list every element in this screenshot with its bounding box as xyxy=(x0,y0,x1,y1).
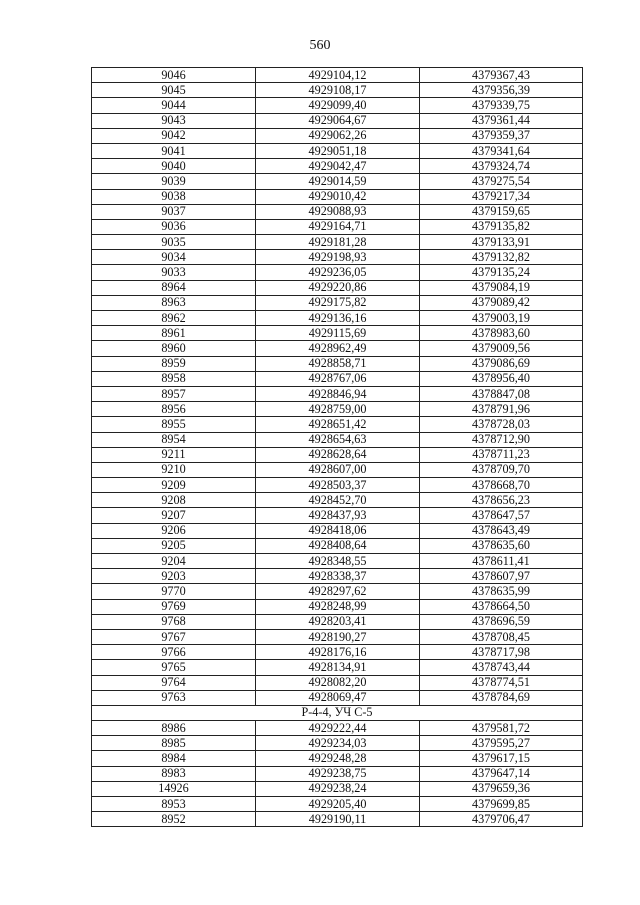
table-row xyxy=(92,797,583,812)
table-row xyxy=(92,478,583,493)
table-row xyxy=(92,371,583,386)
point-number-cell: 8964 xyxy=(92,280,256,295)
table-row xyxy=(92,219,583,234)
x-coordinate-cell: 4928338,37 xyxy=(256,569,420,584)
table-row xyxy=(92,599,583,614)
x-coordinate-cell: 4929064,67 xyxy=(256,113,420,128)
table-row xyxy=(92,554,583,569)
x-coordinate-cell: 4928134,91 xyxy=(256,660,420,675)
page-number: 560 xyxy=(309,38,331,53)
x-coordinate-cell: 4928297,62 xyxy=(256,584,420,599)
table-row xyxy=(92,235,583,250)
point-number-cell: 9046 xyxy=(92,68,256,83)
y-coordinate-cell: 4379003,19 xyxy=(420,311,583,326)
point-number-cell: 9208 xyxy=(92,493,256,508)
point-number-cell: 9769 xyxy=(92,599,256,614)
y-coordinate-cell: 4379367,43 xyxy=(420,68,583,83)
table-row xyxy=(92,645,583,660)
x-coordinate-cell: 4928437,93 xyxy=(256,508,420,523)
y-coordinate-cell: 4378635,99 xyxy=(420,584,583,599)
table-row xyxy=(92,736,583,751)
table-row xyxy=(92,766,583,781)
y-coordinate-cell: 4379339,75 xyxy=(420,98,583,113)
x-coordinate-cell: 4929088,93 xyxy=(256,204,420,219)
table-row xyxy=(92,447,583,462)
y-coordinate-cell: 4378784,69 xyxy=(420,690,583,705)
table-row xyxy=(92,629,583,644)
x-coordinate-cell: 4928418,06 xyxy=(256,523,420,538)
point-number-cell: 9210 xyxy=(92,462,256,477)
x-coordinate-cell: 4929014,59 xyxy=(256,174,420,189)
x-coordinate-cell: 4929010,42 xyxy=(256,189,420,204)
point-number-cell: 8958 xyxy=(92,371,256,386)
table-row xyxy=(92,113,583,128)
point-number-cell: 8953 xyxy=(92,797,256,812)
y-coordinate-cell: 4378791,96 xyxy=(420,402,583,417)
y-coordinate-cell: 4379324,74 xyxy=(420,159,583,174)
x-coordinate-cell: 4929205,40 xyxy=(256,797,420,812)
y-coordinate-cell: 4379275,54 xyxy=(420,174,583,189)
x-coordinate-cell: 4929175,82 xyxy=(256,295,420,310)
x-coordinate-cell: 4929115,69 xyxy=(256,326,420,341)
y-coordinate-cell: 4379706,47 xyxy=(420,812,583,827)
x-coordinate-cell: 4929181,28 xyxy=(256,235,420,250)
coordinates-table xyxy=(91,67,583,827)
x-coordinate-cell: 4928190,27 xyxy=(256,629,420,644)
point-number-cell: 9045 xyxy=(92,83,256,98)
y-coordinate-cell: 4378607,97 xyxy=(420,569,583,584)
table-row xyxy=(92,523,583,538)
y-coordinate-cell: 4379135,82 xyxy=(420,219,583,234)
x-coordinate-cell: 4928759,00 xyxy=(256,402,420,417)
table-row xyxy=(92,250,583,265)
point-number-cell: 9209 xyxy=(92,478,256,493)
point-number-cell: 9043 xyxy=(92,113,256,128)
point-number-cell: 8962 xyxy=(92,311,256,326)
x-coordinate-cell: 4929164,71 xyxy=(256,219,420,234)
y-coordinate-cell: 4379356,39 xyxy=(420,83,583,98)
y-coordinate-cell: 4379581,72 xyxy=(420,721,583,736)
x-coordinate-cell: 4928452,70 xyxy=(256,493,420,508)
point-number-cell: 9766 xyxy=(92,645,256,660)
y-coordinate-cell: 4379084,19 xyxy=(420,280,583,295)
point-number-cell: 9042 xyxy=(92,128,256,143)
y-coordinate-cell: 4378728,03 xyxy=(420,417,583,432)
point-number-cell: 9040 xyxy=(92,159,256,174)
point-number-cell: 9205 xyxy=(92,538,256,553)
point-number-cell: 9765 xyxy=(92,660,256,675)
table-row xyxy=(92,402,583,417)
table-row xyxy=(92,432,583,447)
x-coordinate-cell: 4928846,94 xyxy=(256,386,420,401)
point-number-cell: 8955 xyxy=(92,417,256,432)
point-number-cell: 8959 xyxy=(92,356,256,371)
y-coordinate-cell: 4378983,60 xyxy=(420,326,583,341)
table-row xyxy=(92,83,583,98)
point-number-cell: 9764 xyxy=(92,675,256,690)
y-coordinate-cell: 4378774,51 xyxy=(420,675,583,690)
y-coordinate-cell: 4379133,91 xyxy=(420,235,583,250)
point-number-cell: 9033 xyxy=(92,265,256,280)
x-coordinate-cell: 4928651,42 xyxy=(256,417,420,432)
y-coordinate-cell: 4379132,82 xyxy=(420,250,583,265)
table-row xyxy=(92,295,583,310)
table-row xyxy=(92,675,583,690)
table-row xyxy=(92,326,583,341)
point-number-cell: 9206 xyxy=(92,523,256,538)
x-coordinate-cell: 4929108,17 xyxy=(256,83,420,98)
x-coordinate-cell: 4929236,05 xyxy=(256,265,420,280)
table-row xyxy=(92,386,583,401)
x-coordinate-cell: 4929222,44 xyxy=(256,721,420,736)
point-number-cell: 8963 xyxy=(92,295,256,310)
y-coordinate-cell: 4378709,70 xyxy=(420,462,583,477)
y-coordinate-cell: 4379617,15 xyxy=(420,751,583,766)
y-coordinate-cell: 4378956,40 xyxy=(420,371,583,386)
x-coordinate-cell: 4929238,75 xyxy=(256,766,420,781)
x-coordinate-cell: 4928348,55 xyxy=(256,554,420,569)
x-coordinate-cell: 4928607,00 xyxy=(256,462,420,477)
x-coordinate-cell: 4929099,40 xyxy=(256,98,420,113)
y-coordinate-cell: 4379086,69 xyxy=(420,356,583,371)
y-coordinate-cell: 4378847,08 xyxy=(420,386,583,401)
x-coordinate-cell: 4928858,71 xyxy=(256,356,420,371)
point-number-cell: 8957 xyxy=(92,386,256,401)
table-row xyxy=(92,143,583,158)
y-coordinate-cell: 4378717,98 xyxy=(420,645,583,660)
x-coordinate-cell: 4928628,64 xyxy=(256,447,420,462)
section-heading: Р-4-4, УЧ С-5 xyxy=(92,705,583,720)
y-coordinate-cell: 4379089,42 xyxy=(420,295,583,310)
x-coordinate-cell: 4929136,16 xyxy=(256,311,420,326)
y-coordinate-cell: 4379359,37 xyxy=(420,128,583,143)
table-row xyxy=(92,538,583,553)
y-coordinate-cell: 4378696,59 xyxy=(420,614,583,629)
point-number-cell: 9763 xyxy=(92,690,256,705)
y-coordinate-cell: 4379135,24 xyxy=(420,265,583,280)
y-coordinate-cell: 4378712,90 xyxy=(420,432,583,447)
y-coordinate-cell: 4379159,65 xyxy=(420,204,583,219)
x-coordinate-cell: 4929238,24 xyxy=(256,781,420,796)
y-coordinate-cell: 4379217,34 xyxy=(420,189,583,204)
table-row xyxy=(92,265,583,280)
x-coordinate-cell: 4929198,93 xyxy=(256,250,420,265)
x-coordinate-cell: 4929051,18 xyxy=(256,143,420,158)
y-coordinate-cell: 4378664,50 xyxy=(420,599,583,614)
table-row xyxy=(92,584,583,599)
point-number-cell: 8952 xyxy=(92,812,256,827)
x-coordinate-cell: 4929062,26 xyxy=(256,128,420,143)
table-row xyxy=(92,189,583,204)
table-row xyxy=(92,721,583,736)
point-number-cell: 9044 xyxy=(92,98,256,113)
point-number-cell: 9037 xyxy=(92,204,256,219)
table-row xyxy=(92,660,583,675)
x-coordinate-cell: 4929104,12 xyxy=(256,68,420,83)
point-number-cell: 9207 xyxy=(92,508,256,523)
x-coordinate-cell: 4928069,47 xyxy=(256,690,420,705)
x-coordinate-cell: 4929234,03 xyxy=(256,736,420,751)
point-number-cell: 9038 xyxy=(92,189,256,204)
point-number-cell: 8961 xyxy=(92,326,256,341)
x-coordinate-cell: 4929042,47 xyxy=(256,159,420,174)
point-number-cell: 9203 xyxy=(92,569,256,584)
table-row xyxy=(92,356,583,371)
y-coordinate-cell: 4378656,23 xyxy=(420,493,583,508)
x-coordinate-cell: 4928176,16 xyxy=(256,645,420,660)
table-row xyxy=(92,341,583,356)
table-row xyxy=(92,614,583,629)
table-row xyxy=(92,98,583,113)
point-number-cell: 9770 xyxy=(92,584,256,599)
point-number-cell: 14926 xyxy=(92,781,256,796)
y-coordinate-cell: 4378708,45 xyxy=(420,629,583,644)
point-number-cell: 8954 xyxy=(92,432,256,447)
y-coordinate-cell: 4379009,56 xyxy=(420,341,583,356)
y-coordinate-cell: 4378647,57 xyxy=(420,508,583,523)
y-coordinate-cell: 4379341,64 xyxy=(420,143,583,158)
point-number-cell: 9036 xyxy=(92,219,256,234)
coordinates-table-body xyxy=(92,68,583,827)
point-number-cell: 8983 xyxy=(92,766,256,781)
table-row xyxy=(92,68,583,83)
x-coordinate-cell: 4929190,11 xyxy=(256,812,420,827)
y-coordinate-cell: 4378635,60 xyxy=(420,538,583,553)
x-coordinate-cell: 4928962,49 xyxy=(256,341,420,356)
point-number-cell: 9041 xyxy=(92,143,256,158)
y-coordinate-cell: 4378711,23 xyxy=(420,447,583,462)
x-coordinate-cell: 4928082,20 xyxy=(256,675,420,690)
x-coordinate-cell: 4928503,37 xyxy=(256,478,420,493)
table-row xyxy=(92,417,583,432)
y-coordinate-cell: 4379699,85 xyxy=(420,797,583,812)
x-coordinate-cell: 4928408,64 xyxy=(256,538,420,553)
table-row xyxy=(92,781,583,796)
y-coordinate-cell: 4378643,49 xyxy=(420,523,583,538)
y-coordinate-cell: 4378668,70 xyxy=(420,478,583,493)
x-coordinate-cell: 4929248,28 xyxy=(256,751,420,766)
y-coordinate-cell: 4379361,44 xyxy=(420,113,583,128)
y-coordinate-cell: 4378611,41 xyxy=(420,554,583,569)
x-coordinate-cell: 4928767,06 xyxy=(256,371,420,386)
point-number-cell: 9211 xyxy=(92,447,256,462)
table-row xyxy=(92,812,583,827)
table-row xyxy=(92,204,583,219)
table-row xyxy=(92,462,583,477)
y-coordinate-cell: 4379659,36 xyxy=(420,781,583,796)
point-number-cell: 9204 xyxy=(92,554,256,569)
point-number-cell: 8985 xyxy=(92,736,256,751)
table-row xyxy=(92,280,583,295)
point-number-cell: 8956 xyxy=(92,402,256,417)
table-row xyxy=(92,690,583,705)
y-coordinate-cell: 4378743,44 xyxy=(420,660,583,675)
x-coordinate-cell: 4928248,99 xyxy=(256,599,420,614)
point-number-cell: 8984 xyxy=(92,751,256,766)
point-number-cell: 8960 xyxy=(92,341,256,356)
point-number-cell: 8986 xyxy=(92,721,256,736)
table-row xyxy=(92,174,583,189)
point-number-cell: 9767 xyxy=(92,629,256,644)
x-coordinate-cell: 4928203,41 xyxy=(256,614,420,629)
section-heading-row xyxy=(92,705,583,720)
point-number-cell: 9039 xyxy=(92,174,256,189)
table-row xyxy=(92,128,583,143)
point-number-cell: 9035 xyxy=(92,235,256,250)
point-number-cell: 9034 xyxy=(92,250,256,265)
table-row xyxy=(92,311,583,326)
x-coordinate-cell: 4929220,86 xyxy=(256,280,420,295)
table-row xyxy=(92,493,583,508)
y-coordinate-cell: 4379595,27 xyxy=(420,736,583,751)
x-coordinate-cell: 4928654,63 xyxy=(256,432,420,447)
table-row xyxy=(92,159,583,174)
y-coordinate-cell: 4379647,14 xyxy=(420,766,583,781)
table-row xyxy=(92,569,583,584)
point-number-cell: 9768 xyxy=(92,614,256,629)
table-row xyxy=(92,508,583,523)
table-row xyxy=(92,751,583,766)
